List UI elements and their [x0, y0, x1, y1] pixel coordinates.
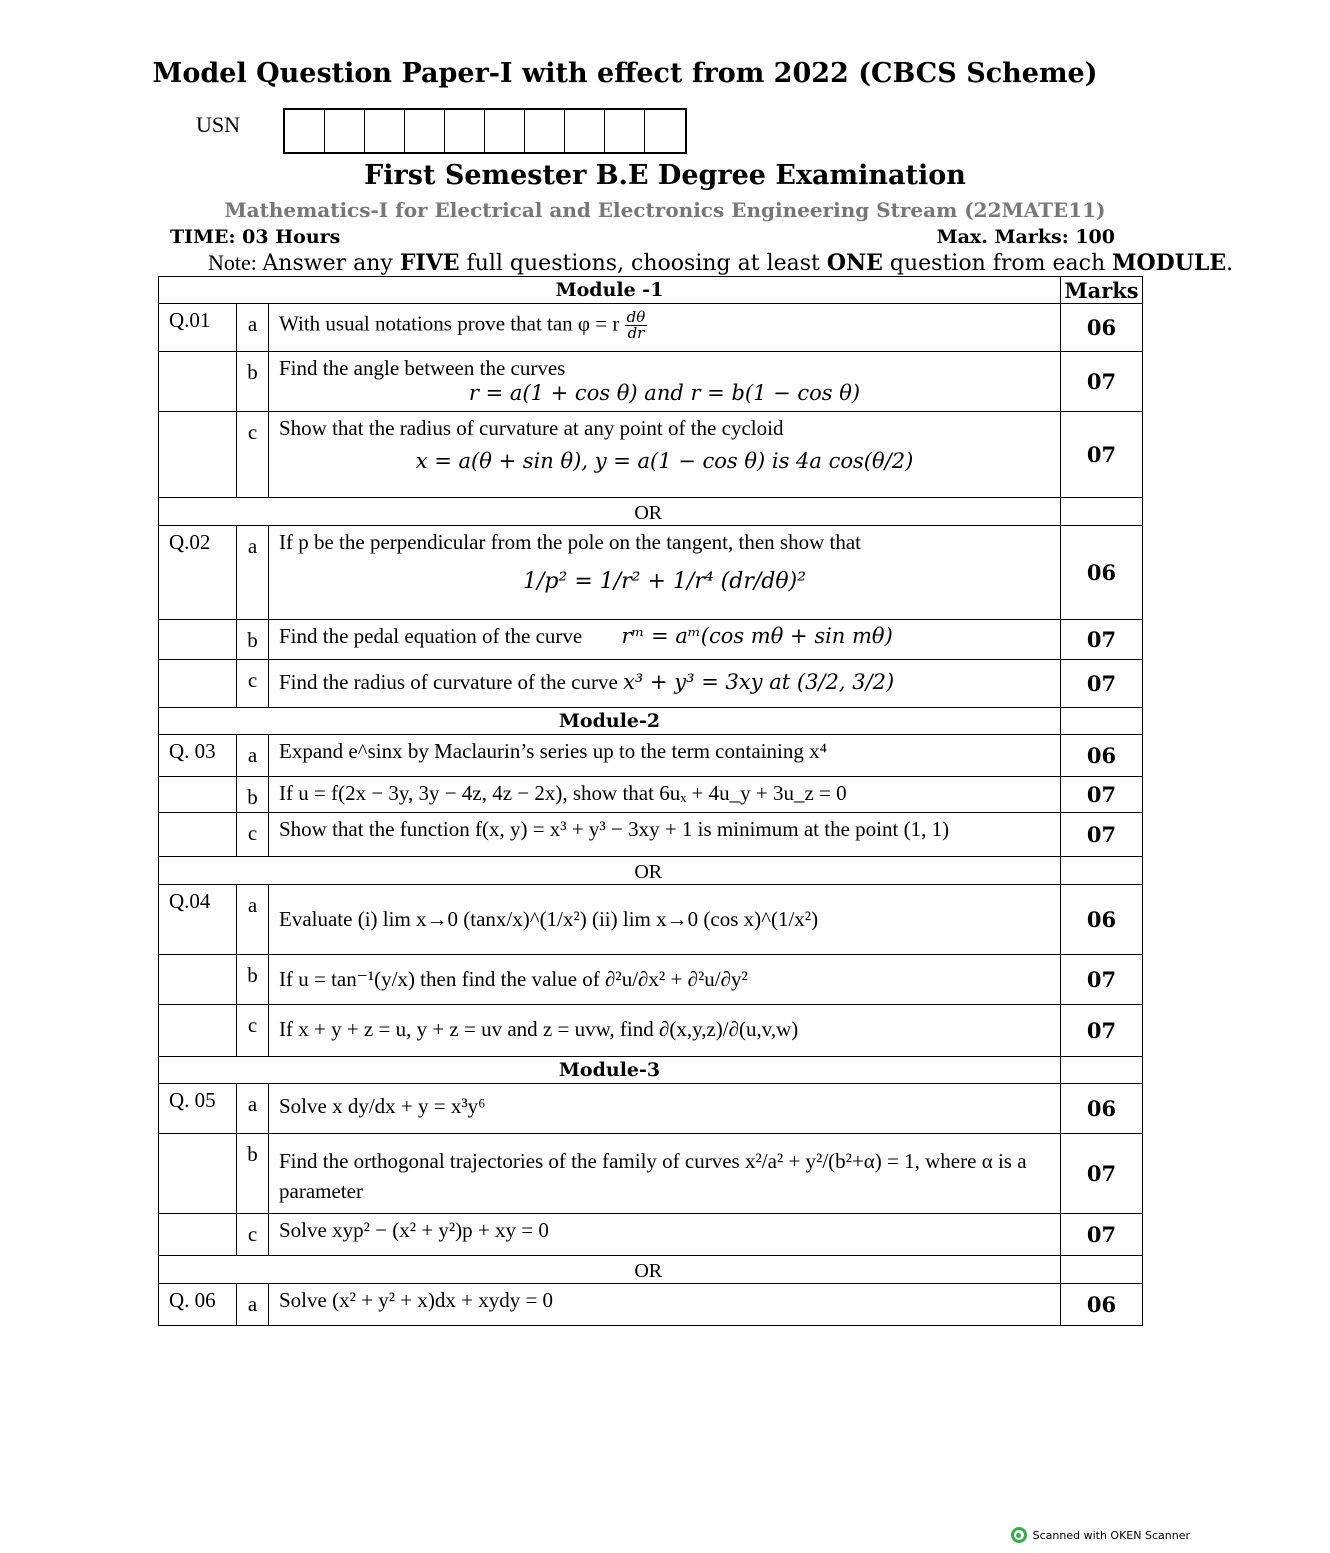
or-row [159, 857, 1143, 885]
question-row [159, 1284, 1143, 1326]
or-label: OR [237, 857, 1061, 885]
q01a-fraction [625, 310, 648, 341]
question-row [159, 1214, 1143, 1256]
question-row [159, 620, 1143, 660]
question-text: Show that the function f(x, y) = x³ + y³ − 3xy + 1 is minimum at the point (1, 1) [269, 813, 1061, 857]
question-row [159, 660, 1143, 708]
question-marks: 07 [1061, 352, 1143, 412]
question-text [269, 352, 1061, 412]
question-text: Solve xyp² − (x² + y²)p + xy = 0 [269, 1214, 1061, 1256]
part-label: c [237, 813, 269, 857]
question-marks: 07 [1061, 1005, 1143, 1057]
question-text [269, 620, 1061, 660]
question-row [159, 304, 1143, 352]
question-marks: 07 [1061, 1134, 1143, 1214]
note-label: Note: [208, 250, 257, 275]
question-text: Find the orthogonal trajectories of the family of curves x²/a² + y²/(b²+α) = 1, where α is a parameter [269, 1134, 1061, 1214]
or-label: OR [237, 498, 1061, 526]
usn-box[interactable] [645, 110, 685, 152]
question-number: Q.01 [159, 304, 237, 352]
or-label: OR [237, 1256, 1061, 1284]
usn-box[interactable] [525, 110, 565, 152]
question-row [159, 1084, 1143, 1134]
q01c-equation: x = a(θ + sin θ), y = a(1 − cos θ) is 4a cos(θ/2) [415, 449, 914, 473]
usn-box[interactable] [485, 110, 525, 152]
part-label: c [237, 1005, 269, 1057]
or-row [159, 1256, 1143, 1284]
subject-title: Mathematics-I for Electrical and Electronics Engineering Stream (22MATE11) [224, 198, 1106, 222]
question-row [159, 352, 1143, 412]
scanner-logo-icon [1011, 1527, 1027, 1543]
question-table [158, 276, 1143, 1326]
question-marks: 07 [1061, 955, 1143, 1005]
part-label: b [237, 1134, 269, 1214]
scanner-text: Scanned with OKEN Scanner [1032, 1528, 1190, 1542]
usn-label: USN [196, 112, 241, 137]
note-five: FIVE [399, 250, 460, 276]
note-text-2: full questions, choosing at least [459, 251, 827, 276]
part-label: c [237, 660, 269, 708]
usn-box[interactable] [445, 110, 485, 152]
scanner-watermark [1011, 1527, 1190, 1543]
max-marks: Max. Marks: 100 [936, 226, 1115, 248]
exam-title: First Semester B.E Degree Examination [364, 160, 966, 191]
question-marks: 06 [1061, 885, 1143, 955]
part-label: c [237, 1214, 269, 1256]
part-label: a [237, 526, 269, 620]
note-text-4: . [1226, 251, 1234, 276]
note-text-3: question from each [882, 251, 1113, 276]
question-row [159, 885, 1143, 955]
module-2-row [159, 708, 1143, 735]
usn-box[interactable] [285, 110, 325, 152]
note-one: ONE [826, 250, 883, 276]
usn-box[interactable] [405, 110, 445, 152]
question-text: Expand e^sinx by Maclaurin’s series up to the term containing x⁴ [269, 735, 1061, 777]
note-text-1: Answer any [262, 251, 400, 276]
q01a-text: With usual notations prove that tan φ = r [279, 311, 620, 336]
question-row [159, 955, 1143, 1005]
q02b-equation: rᵐ = aᵐ(cos mθ + sin mθ) [621, 624, 893, 648]
question-row [159, 412, 1143, 498]
question-marks: 06 [1061, 526, 1143, 620]
question-text [269, 412, 1061, 498]
q02a-equation: 1/p² = 1/r² + 1/r⁴ (dr/dθ)² [523, 569, 806, 594]
question-marks: 07 [1061, 777, 1143, 813]
question-marks: 07 [1061, 412, 1143, 498]
question-text: If u = tan⁻¹(y/x) then find the value of ∂²u/∂x² + ∂²u/∂y² [269, 955, 1061, 1005]
note-module: MODULE [1112, 250, 1227, 276]
question-text: Evaluate (i) lim x→0 (tanx/x)^(1/x²) (ii) lim x→0 (cos x)^(1/x²) [269, 885, 1061, 955]
question-marks: 06 [1061, 735, 1143, 777]
q02c-text: Find the radius of curvature of the curve [279, 670, 618, 694]
usn-box[interactable] [365, 110, 405, 152]
part-label: b [237, 620, 269, 660]
question-text: If u = f(2x − 3y, 3y − 4z, 4z − 2x), show that 6uₓ + 4u_y + 3u_z = 0 [269, 777, 1061, 813]
question-row [159, 1134, 1143, 1214]
frac-num: dθ [626, 308, 646, 326]
module-3-row [159, 1057, 1143, 1084]
question-marks: 07 [1061, 1214, 1143, 1256]
or-row [159, 498, 1143, 526]
question-marks: 07 [1061, 620, 1143, 660]
q01b-text: Find the angle between the curves [279, 356, 566, 380]
module-1-row [159, 277, 1143, 304]
part-label: a [237, 1084, 269, 1134]
part-label: a [237, 304, 269, 352]
usn-box[interactable] [605, 110, 645, 152]
question-marks: 06 [1061, 1284, 1143, 1326]
question-number: Q.04 [159, 885, 237, 955]
module-3-heading: Module-3 [159, 1057, 1061, 1084]
q02b-text: Find the pedal equation of the curve [279, 624, 583, 648]
usn-box[interactable] [325, 110, 365, 152]
part-label: b [237, 352, 269, 412]
part-label: a [237, 885, 269, 955]
part-label: a [237, 735, 269, 777]
q02a-text: If p be the perpendicular from the pole on the tangent, then show that [279, 530, 861, 554]
q02c-equation: x³ + y³ = 3xy at (3/2, 3/2) [623, 670, 895, 694]
question-number: Q. 03 [159, 735, 237, 777]
module-1-heading: Module -1 [159, 277, 1061, 304]
q01c-text: Show that the radius of curvature at any point of the cycloid [279, 416, 784, 440]
question-marks: 07 [1061, 813, 1143, 857]
question-text: Solve (x² + y² + x)dx + xydy = 0 [269, 1284, 1061, 1326]
question-row [159, 777, 1143, 813]
question-text [269, 660, 1061, 708]
module-2-heading: Module-2 [159, 708, 1061, 735]
question-number: Q. 05 [159, 1084, 237, 1134]
question-text: If x + y + z = u, y + z = uv and z = uvw, find ∂(x,y,z)/∂(u,v,w) [269, 1005, 1061, 1057]
question-row [159, 526, 1143, 620]
marks-header: Marks [1061, 277, 1143, 304]
question-row [159, 1005, 1143, 1057]
part-label: c [237, 412, 269, 498]
question-text: Solve x dy/dx + y = x³y⁶ [269, 1084, 1061, 1134]
question-marks: 06 [1061, 304, 1143, 352]
question-marks: 06 [1061, 1084, 1143, 1134]
question-marks: 07 [1061, 660, 1143, 708]
usn-box[interactable] [565, 110, 605, 152]
part-label: b [237, 955, 269, 1005]
instructions-note [208, 250, 1233, 276]
part-label: b [237, 777, 269, 813]
usn-input-boxes[interactable] [283, 108, 687, 154]
paper-title: Model Question Paper-I with effect from 2022 (CBCS Scheme) [152, 58, 1098, 89]
question-text [269, 526, 1061, 620]
q01b-equation: r = a(1 + cos θ) and r = b(1 − cos θ) [468, 381, 861, 405]
question-number: Q.02 [159, 526, 237, 620]
exam-time: TIME: 03 Hours [170, 226, 341, 248]
frac-den: dr [627, 324, 645, 342]
question-row [159, 735, 1143, 777]
question-row [159, 813, 1143, 857]
question-text [269, 304, 1061, 352]
question-number: Q. 06 [159, 1284, 237, 1326]
part-label: a [237, 1284, 269, 1326]
